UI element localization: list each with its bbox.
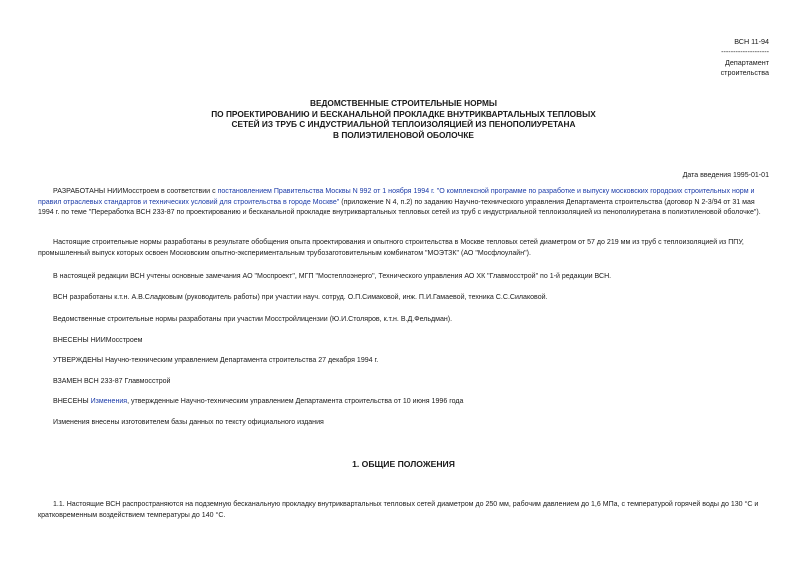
government-decree-link[interactable]: постановлением Правительства Москвы N 992 от 1 ноября 1994 г. "О комплексной программе по разработке и выпуску московских городских строительных норм и правил отраслевых стандартов и технических условий для строительства в городе Москве" [38,188,755,206]
paragraph-changes-note: Изменения внесены изготовителем базы данных по тексту официального издания [53,419,324,426]
paragraph-replaces: ВЗАМЕН ВСН 233-87 Главмосстрой [53,378,171,385]
developed-tail: (приложение N 4, п.2) по заданию Научно-технического управления Департамента строительства (договор N 2-3/94 от 31 мая 1994 г. по теме "Переработка ВСН 233-87 по проектированию и бесканальной прокладке внутриквартальных тепловых сетей из труб с индустриальной теплоизоляцией из пенополиуретана в полиэтиленовой оболочке"). [38,198,761,217]
paragraph-approved: УТВЕРЖДЕНЫ Научно-техническим управлением Департамента строительства 27 декабря 1994 г. [53,357,379,364]
title-line-4: В ПОЛИЭТИЛЕНОВОЙ ОБОЛОЧКЕ [333,129,474,140]
department-line-1: Департамент [724,58,769,67]
changes-tail: , утвержденные Научно-техническим управлением Департамента строительства от 10 июня 1996 года [127,398,464,405]
header-divider: -------------------- [721,47,769,56]
paragraph-basis: Настоящие строительные нормы разработаны в результате обобщения опыта проектирования и опытного строительства в Москве тепловых сетей диаметром от 57 до 219 мм из труб с теплоизоляцией из ППУ, промышленный выпуск которых освоен Московским опытно-экспериментальным трубозаготовительным комбинатом "МОЭТЗК" (АО "Мосфлоулайн"). [38,239,744,257]
paragraph-changes [38,397,770,408]
paragraph-developed [38,187,770,219]
paragraph-introduced: ВНЕСЕНЫ НИИМосстроем [53,337,143,344]
paragraph-authors: ВСН разработаны к.т.н. А.В.Сладковым (руководитель работы) при участии науч. сотруд. О.П.Симаковой, инж. П.И.Гамаевой, техника С.С.Силаковой. [53,294,548,301]
document-code: ВСН 11-94 [734,37,769,46]
introduction-date: Дата введения 1995-01-01 [682,172,769,179]
title-line-1: ВЕДОМСТВЕННЫЕ СТРОИТЕЛЬНЫЕ НОРМЫ [309,98,498,108]
title-line-3: СЕТЕЙ ИЗ ТРУБ С ИНДУСТРИАЛЬНОЙ ТЕПЛОИЗОЛЯЦИЕЙ ИЗ ПЕНОПОЛИУРЕТАНА [231,119,576,130]
department-line-2: строительства [720,68,769,77]
paragraph-1-1: 1.1. Настоящие ВСН распространяются на подземную бесканальную прокладку внутриквартальных тепловых сетей диаметром до 250 мм, рабочим давлением до 1,6 МПа, с температурой горячей воды до 130 °С и кратковременным воздействием температуры до 140 °С. [38,501,759,519]
paragraph-participation: Ведомственные строительные нормы разработаны при участии Мосстройлицензии (Ю.И.Столяров, к.т.н. В.Д.Фельдман). [53,316,453,323]
title-line-2: ПО ПРОЕКТИРОВАНИЮ И БЕСКАНАЛЬНОЙ ПРОКЛАДКЕ ВНУТРИКВАРТАЛЬНЫХ ТЕПЛОВЫХ [211,108,596,119]
section-1-title: 1. ОБЩИЕ ПОЛОЖЕНИЯ [352,459,455,469]
paragraph-remarks: В настоящей редакции ВСН учтены основные замечания АО "Моспроект", МГП "Мостеплоэнерго", Технического управления АО ХК "Главмосстрой" по 1-й редакции ВСН. [53,273,612,280]
changes-lead: ВНЕСЕНЫ [53,398,91,405]
developed-lead: РАЗРАБОТАНЫ НИИМосстроем в соответствии с [53,188,218,195]
changes-link[interactable]: Изменения [90,398,128,405]
